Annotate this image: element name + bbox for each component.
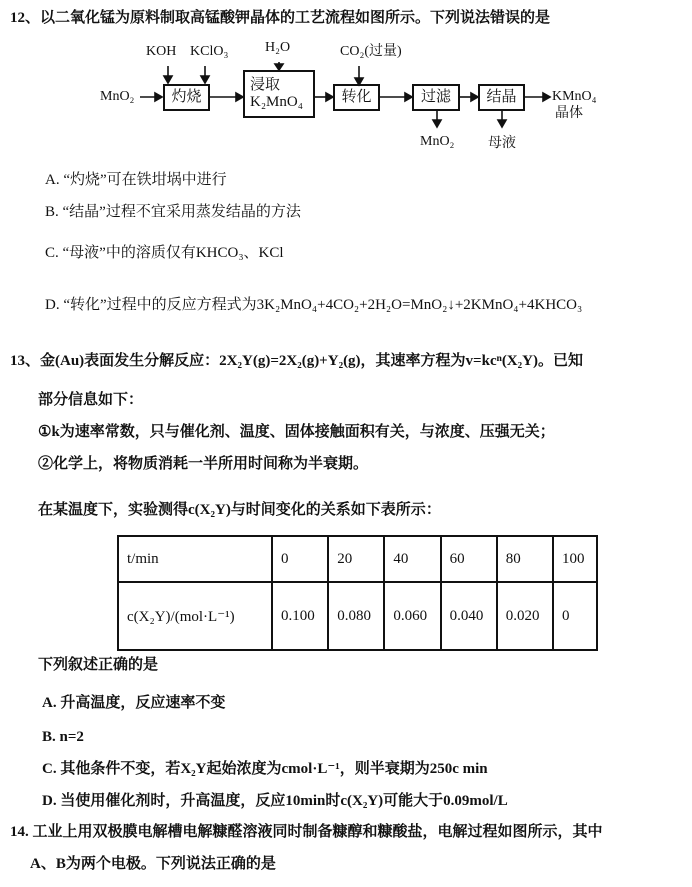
q14-stem-line1: 14. 工业上用双极膜电解槽电解糠醛溶液同时制备糠醇和糠酸盐，电解过程如图所示，其中 [10,824,603,840]
flow-start-mno2: MnO₂ [100,89,135,104]
table-row [118,536,597,582]
table-cell: 100 [553,536,597,582]
flow-step-leach [243,70,315,118]
flow-step-crystallize [478,84,525,111]
table-header-cell: c(X₂Y)/(mol·L⁻¹) [118,582,272,650]
flow-filter-output: MnO₂ [420,134,455,149]
table-cell: 20 [328,536,384,582]
flow-input-h2o: H₂O [265,40,291,55]
table-cell: 0 [272,536,328,582]
q13-stem: 13、金(Au)表面发生分解反应：2X₂Y(g)=2X₂(g)+Y₂(g)，其速率方程为v=kcⁿ(X₂Y)。已知 [10,353,583,369]
flow-step-filter [412,84,460,111]
q13-option-c: C. 其他条件不变，若X₂Y起始浓度为cmol·L⁻¹，则半衰期为250c min [42,761,488,777]
q13-info-1: ①k为速率常数，只与催化剂、温度、固体接触面积有关，与浓度、压强无关； [38,424,555,440]
q14-stem-line2: A、B为两个电极。下列说法正确的是 [30,856,276,872]
q13-question: 下列叙述正确的是 [38,657,159,673]
q13-info-2: ②化学上，将物质消耗一半所用时间称为半衰期。 [38,456,369,472]
step-label: 结晶 [486,89,517,105]
table-cell: 0.060 [384,582,440,650]
q12-option-b: B. “结晶”过程不宜采用蒸发结晶的方法 [45,204,301,220]
step-label: 转化 [341,89,372,105]
flow-cryst-output: 母液 [488,136,516,151]
table-cell: 0.020 [497,582,553,650]
flow-input-koh: KOH [146,44,177,59]
step-label: 灼烧 [171,89,202,105]
q13-data-table [117,535,598,651]
table-cell: 60 [441,536,497,582]
step-label: 浸取 [250,77,281,93]
q12-stem: 12、以二氧化锰为原料制取高锰酸钾晶体的工艺流程如图所示。下列说法错误的是 [10,10,551,26]
table-cell: 0.040 [441,582,497,650]
flow-input-kclo3: KClO₃ [190,44,229,59]
flow-arrows [0,0,692,160]
table-cell: 80 [497,536,553,582]
q13-info-intro: 部分信息如下： [38,392,144,408]
table-cell: 40 [384,536,440,582]
flow-step-roast [163,84,210,111]
q12-option-a: A. “灼烧”可在铁坩埚中进行 [45,172,227,188]
table-cell: 0.080 [328,582,384,650]
table-header-cell: t/min [118,536,272,582]
flow-product-sub: 晶体 [555,106,583,121]
q12-option-c: C. “母液”中的溶质仅有KHCO₃、KCl [45,245,284,261]
step-sublabel: K₂MnO₄ [250,94,303,110]
q12-option-d: D. “转化”过程中的反应方程式为3K₂MnO₄+4CO₂+2H₂O=MnO₂↓+2KMnO₄+4KHCO₃ [45,297,583,313]
table-cell: 0.100 [272,582,328,650]
flow-product: KMnO₄ [552,89,597,104]
table-row [118,582,597,650]
flow-step-convert [333,84,380,111]
q13-option-b: B. n=2 [42,729,84,745]
step-label: 过滤 [420,89,451,105]
q13-table-intro: 在某温度下，实验测得c(X₂Y)与时间变化的关系如下表所示： [38,502,441,518]
q13-option-a: A. 升高温度，反应速率不变 [42,695,226,711]
q13-option-d: D. 当使用催化剂时，升高温度，反应10min时c(X₂Y)可能大于0.09mol/L [42,793,508,809]
table-cell: 0 [553,582,597,650]
flow-input-co2: CO₂(过量) [340,44,402,59]
